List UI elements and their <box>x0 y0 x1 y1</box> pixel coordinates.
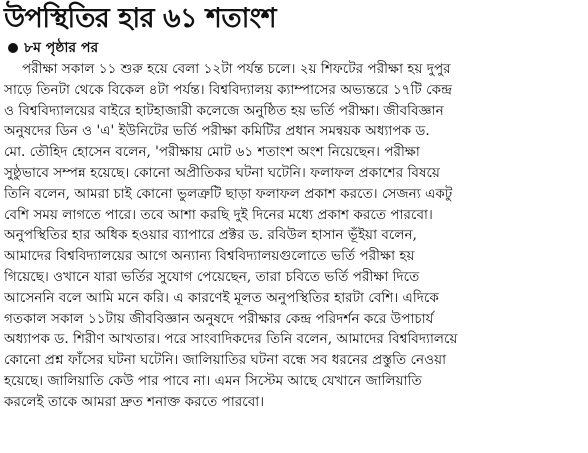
body-line: হয়েছে। জালিয়াতি কেউ পার পাবে না। এমন সিস্টেম আছে যেখানে জালিয়াতি <box>4 372 422 389</box>
body-line: আসেননি বলে আমি মনে করি। এ কারণেই মূলত অনুপস্থিতির হারটা বেশি। এদিকে <box>4 289 439 306</box>
article-body <box>4 59 584 413</box>
body-line: সাড়ে তিনটা থেকে বিকেল ৪টা পর্যন্ত। বিশ্ববিদ্যালয় ক্যাম্পাসের অভ্যন্তরে ১৭টি কেন্দ্র <box>4 81 453 98</box>
body-line: বেশি সময় লাগতে পারে। তবে আশা করছি দুই দিনের মধ্যে প্রকাশ করতে পারবো। <box>4 206 433 223</box>
body-line: অনুপস্থিতির হার অধিক হওয়ার ব্যাপারে প্রক্টর ড. রবিউল হাসান ভূঁইয়া বলেন, <box>4 227 417 244</box>
body-line: করলেই তাকে আমরা দ্রুত শনাক্ত করতে পারবো। <box>4 393 265 410</box>
body-line: অনুষদের ডিন ও 'এ' ইউনিটের ভর্তি পরীক্ষা কমিটির প্রধান সমন্বয়ক অধ্যাপক ড. <box>4 123 430 140</box>
body-line: তিনি বলেন, আমরা চাই কোনো ভুলত্রুটি ছাড়া ফলাফল প্রকাশ করতে। সেজন্য একটু <box>4 185 453 202</box>
bullet-icon <box>8 43 18 53</box>
continued-from-line <box>4 38 584 58</box>
body-line: সুষ্ঠুভাবে সম্পন্ন হয়েছে। কোনো অপ্রীতিকর ঘটনা ঘটেনি। ফলাফল প্রকাশের বিষয়ে <box>4 164 440 181</box>
body-line: গতকাল সকাল ১১টায় জীববিজ্ঞান অনুষদে পরীক্ষার কেন্দ্র পরিদর্শন করে উপাচার্য <box>4 310 434 327</box>
body-line: কোনো প্রশ্ন ফাঁসের ঘটনা ঘটেনি। জালিয়াতির ঘটনা বন্ধে সব ধরনের প্রস্তুতি নেওয়া <box>4 352 447 369</box>
continued-from-label: ৮ম পৃষ্ঠার পর <box>24 40 99 56</box>
body-line: আমাদের বিশ্ববিদ্যালয়ের আগে অন্যান্য বিশ্ববিদ্যালয়গুলোতে ভর্তি পরীক্ষা হয় <box>4 248 415 265</box>
body-line: পরীক্ষা সকাল ১১ শুরু হয়ে বেলা ১২টা পর্যন্ত চলে। ২য় শিফটের পরীক্ষা হয় দুপুর <box>22 61 451 77</box>
headline: উপস্থিতির হার ৬১ শতাংশ <box>4 3 277 34</box>
body-line: গিয়েছে। ওখানে যারা ভর্তির সুযোগ পেয়েছেন, তারা চবিতে ভর্তি পরীক্ষা দিতে <box>4 268 420 285</box>
body-line: ও বিশ্ববিদ্যালয়ের বাইরে হাটহাজারী কলেজে অনুষ্ঠিত হয় ভর্তি পরীক্ষা। জীববিজ্ঞান <box>4 102 444 119</box>
body-line: মো. তৌহিদ হোসেন বলেন, 'পরীক্ষায় মোট ৬১ শতাংশ অংশ নিয়েছেন। পরীক্ষা <box>4 144 420 161</box>
body-line: অধ্যাপক ড. শিরীণ আখতার। পরে সাংবাদিকদের তিনি বলেন, আমাদের বিশ্ববিদ্যালয়ে <box>4 331 458 348</box>
